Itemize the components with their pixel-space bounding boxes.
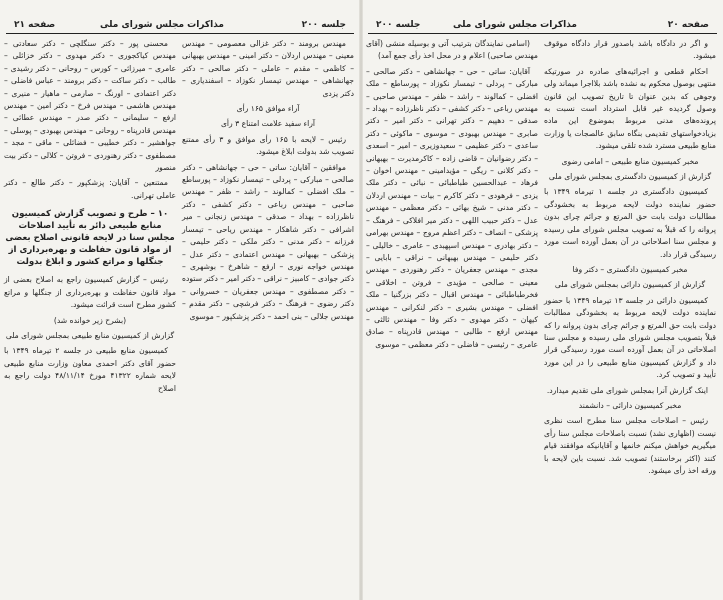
session-number: جلسه ۲۰۰ — [376, 20, 421, 30]
text-column — [4, 38, 176, 398]
session-number: جلسه ۲۰۰ — [301, 20, 346, 30]
roll-call-list: آقایان: ساتی – حی – جهانشاهی – دکتر صالحی – مبارکی – پردلی – تیمسار نکوزاد – پورساطع – ملک افضلی – کمالوند – راشد – ظفر – مهندس صاحبی – مهندس رباعی – دکتر کشفی – دکتر ناظرزاده – بهداد – صدقی – دهپیم – دکتر تهرانی – دکتر امیر – دکتر صابری – مهندس بهبودی – موسوی – ماکوئی – دکتر ساعدی – دکتر عظیمی – سعیدوزیری – امیر – اسعدی – دکتر رضوانیان – قاضی زاده – کاکرمدیرت – بهبهانی – دکتر کلانی – ریگی – مؤیدامینی – مهندس اخوان – فرهاد – عبدالحسین طباطبائی – نبائی – دکتر ملک یزدی – فرهودی – دکتر کاکرم – بیات – مهندس اردلان – دکتر مدنی – شیخ بهائی – دکتر معظمی – مهندس عدل – دکتر حبیب اللهی – دکتر میر افلاکی – فرهنگ – پزشکی – انصاف – دکتر اعظم مروج – مهندس بهرامی – دکتر بهادری – مهندس اسپهبدی – عامری – خالیلی – دکتر حلیمی – مهندس بهبهانی – نراقی – بابایی – مجدی – مهندس جعفریان – دکتر رهنوردی – مهندس معینی – صالحی – مؤیدی – فروتن – اخلاقی – فخرطباطبائی – مهندس اقبال – دکتر بزرگنیا – ملک افضلی – مهندس بشیری – دکتر لنکرانی – مهندس کیهان – دکتر مهدوی – دکتر وفا – مهندس ثالثی – مهندس ارفع – طالبی – مهندس قادرپناه – صادق عامری – رئیسی – فاضلی – دکتر معظمی – موسوی — [366, 66, 538, 349]
text-column — [366, 38, 538, 354]
paragraph: رئیس – گزارش کمیسیون راجع به اصلاح بعضی از مواد قانون حفاظت و بهره‌برداری از جنگلها و مراتع کشور مطرح است قرائت میشود. — [4, 275, 176, 310]
page-number: صفحه ۲۰ — [667, 20, 709, 30]
paragraph: رئیس – لایحه با ۱۶۵ رأی موافق و ۳ رأی ممتنع تصویب شد بدولت ابلاغ میشود. — [182, 134, 354, 157]
signature: مخبر کمیسیون دادگستری – دکتر وفا — [572, 264, 688, 274]
running-title: مذاکرات مجلس شورای ملی — [452, 20, 577, 30]
paragraph: کمیسیون دارائی در جلسه ۱۳ تیرماه ۱۳۴۹ با حضور نماینده دولت لایحه مربوط به بخشودگی مطالبات دولت بابت حق المرتع و جرائم چرای بدون پروانه را که قبلاً بتصویب مجلس شورای ملی رسیده و مجلس سنا اصلاحاتی در آن بعمل آورده است مورد رسیدگی قرار داد و گزارش کمیسیون منابع طبیعی را در این مورد تأیید و تصویب کرد. — [544, 295, 716, 380]
text-column — [544, 38, 716, 480]
vote-count: آراء موافق ۱۶۵ رأی — [236, 104, 300, 114]
page-number: صفحه ۲۱ — [14, 20, 56, 30]
report-title: گزارش از کمیسیون دادگستری بمجلس شورای ملی — [548, 172, 712, 182]
paragraph: کمیسیون منابع طبیعی در جلسه ۲ تیرماه ۱۳۴۹ با حضور آقای دکتر احمدی معاون وزارت منابع طبیعی لایحه شماره ۴۱۳۲۲ مورخ ۴۸/۱۱/۱۴ دولت راجع به اصلاح — [4, 346, 176, 393]
paragraph: مهندس برومند – دکتر غزالی معصومی – مهندس معینی – مهندس اردلان – دکتر امینی – مهندس بهبهانی – کاظمی – مقدم – عاملی – دکتر صالحی – دکتر جهانشاهی – مهندس تیمسار نکوزاد – اسفندیاری – دکتر یزدی — [182, 39, 354, 98]
section-heading: ۱۰ – طرح و تصویب گزارش کمیسیون منابع طبیعی دائر به تأیید اصلاحات مجلس سنا در لایحه قانونی اصلاح بعضی از مواد قانون حفاظت و بهره‌برداری از جنگلها و مراتع کشور و ابلاغ بدولت — [5, 209, 175, 268]
paragraph: محسنی پور – دکتر سنگلچی – دکتر سعادتی – مهندس کیاکجوری – دکتر مهدوی – دکتر خزائلی – عامری – میرزائی – کورس – روحانی – دکتر رشیدی – طالب – دکتر ساکت – دکتر برومند – عباس فاضلی – دکتر اعتمادی – اورنگ – صارمی – ماهیار – منیری – مهندس هاشمی – مهندس فرخ – دکتر امین – مهندس ارفع – سلیمانی – دکتر صدر – مهندس عطائی – مهندس قادرپناه – روحانی – مهندس بهبودی – پوسلی – جواهشیر – دکتر خطیبی – فضائلی – ماقی – مجد – مصطفوی – دکتر رهنوردی – فروتن – کلالی – دکتر بیت منصور — [3, 39, 176, 173]
paragraph: و اگر در دادگاه باشد باصدور قرار دادگاه موقوف میشود. — [544, 39, 716, 61]
page-header — [368, 19, 717, 34]
signature: مخبر کمیسیون دارائی – دانشمند — [578, 400, 682, 410]
note: (بشرح زیر خوانده شد) — [53, 315, 127, 325]
paragraph: اینک گزارش آنرا بمجلس شورای ملی تقدیم میدارد. — [546, 385, 708, 395]
report-title: گزارش از کمیسیون دارائی بمجلس شورای ملی — [554, 280, 706, 290]
paragraph: رئیس – اصلاحات مجلس سنا مطرح است نظری نیست (اظهاری نشد) نسبت باصلاحات مجلس سنا رأی میگیریم خواهش میکنم خانمها و آقایانیکه موافقند قیام کنند (اکثر برخاستند) تصویب شد. نسبت باین لایحه با ورقه اخذ رأی میشود. — [544, 416, 716, 475]
running-title: مذاکرات مجلس شورای ملی — [99, 20, 224, 30]
right-page — [362, 0, 723, 600]
text-column — [182, 38, 354, 326]
report-title: گزارش از کمیسیون منابع طبیعی بمجلس شورای ملی — [5, 330, 175, 340]
paragraph: احکام قطعی و اجرائیه‌های صادره در صورتیکه منتهی بوصول محکوم به نشده باشد بلااجرا میماند ولی وجوهی که بدین عنوان تا تاریخ تصویب این قانون وصول گردیده غیر قابل استرداد است نسبت به پرونده‌های مدنی مربوط بموضوع این ماده بزیادخواستهای تقدیمی بنگاه سابق عالصجات یا وزارت منابع طبیعی مسترد شده تلقی میشود. — [544, 66, 716, 151]
vote-count: آراء سفید علامت امتناع ۳ رأی — [220, 119, 316, 129]
paragraph: ممتنعین – آقایان: پزشکپور – دکتر طالع – دکتر عاملی تهرانی. — [4, 178, 176, 200]
paragraph: موافقین – آقایان: ساتی – حی – جهانشاهی – دکتر صالحی – مبارکی – پردلی – تیمسار نکوزاد – پورساطع – ملک افضلی – کمالوند – راشد – ظفر – مهندس صاحبی – مهندس رباعی – دکتر کشفی – دکتر ناظرزاده – بهداد – صدقی – مهندس زنجانی – میر اشرافی – دکتر شاهکار – مهندس ریاحی – تیمسار فرزانه – دکتر مدنی – دکتر ملکی – دکتر حلیمی – پزشکی – بهبهانی – مهندس اعتمادی – دکتر عدل – مهندس خواجه نوری – ارفع – شاهرخ – بوشهری – دکتر جوادی – کامبیز – نراقی – دکتر امیر – دکتر ستوده – دکتر مصطفوی – مهندس جعفریان – خسروانی – دکتر رضوی – فرهنگ – دکتر فرشچی – دکتر مقدم – مهندس جلالی – بنی احمد – دکتر پزشکپور – موسوی — [182, 162, 354, 321]
left-page — [0, 0, 360, 600]
paragraph: (اسامی نمایندگان بترتیب آتی و بوسیله منشی (آقای مهندس صاحبی) اعلام و در محل اخذ رأی جمع آمد) — [366, 39, 538, 61]
page-header — [6, 19, 354, 34]
paragraph: کمیسیون دادگستری در جلسه ۱ تیرماه ۱۳۴۹ با حضور نماینده دولت لایحه مربوط به بخشودگی مطالبات دولت بابت حق المرتع و جرائم چرای بدون پروانه را که قبلاً به تصویب مجلس شورای ملی رسیده و مجلس سنا اصلاحاتی در آن بعمل آورده است مورد رسیدگی قرار داد. — [544, 187, 716, 259]
signature: مخبر کمیسیون منابع طبیعی – امامی رضوی — [561, 156, 699, 166]
